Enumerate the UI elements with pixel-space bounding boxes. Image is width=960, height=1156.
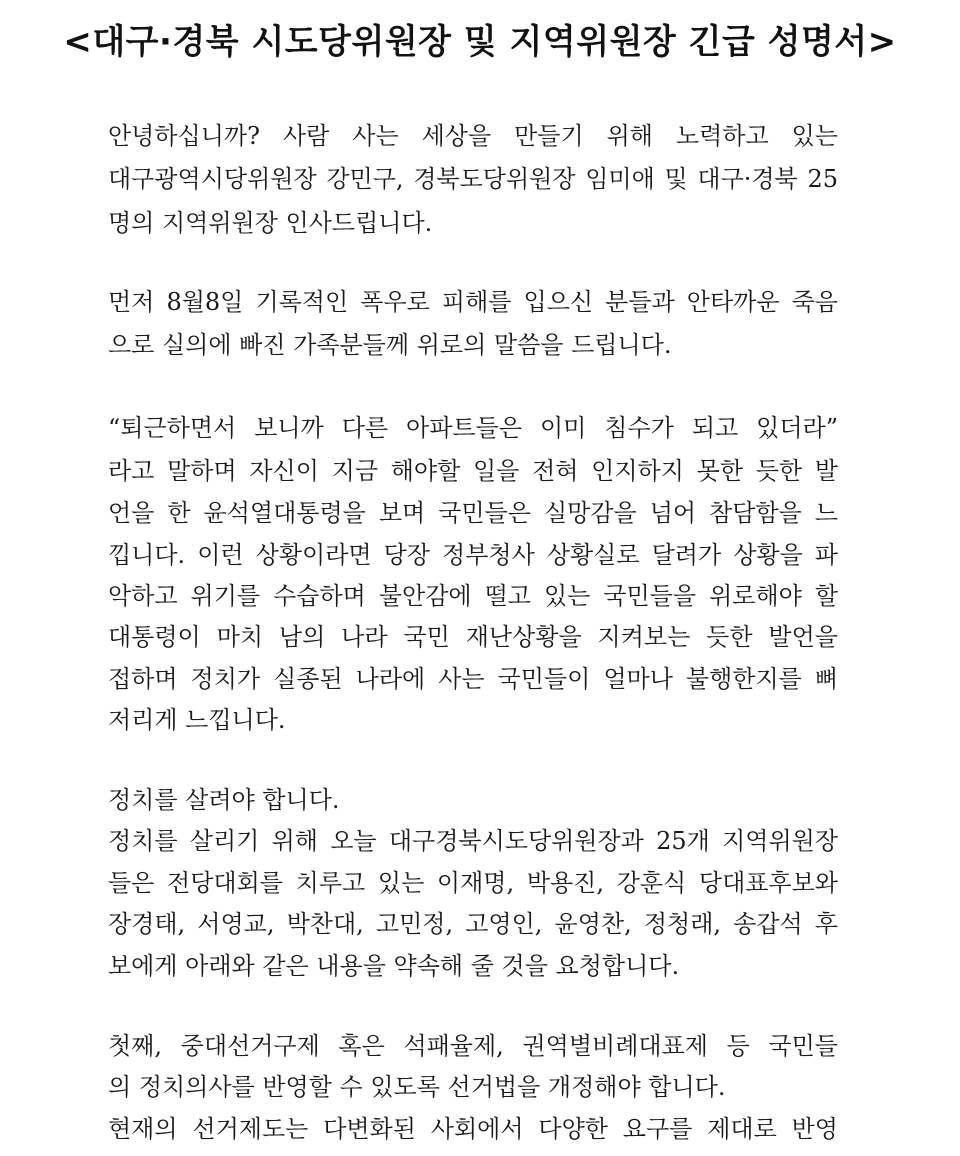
paragraph-4-line-5: 보에게 아래와 같은 내용을 약속해 줄 것을 요청합니다.	[108, 952, 680, 980]
paragraph-3-line-5: 악하고 위기를 수습하며 불안감에 떨고 있는 국민들을 위로해야 할	[108, 582, 838, 610]
paragraph-4-line-2: 정치를 살리기 위해 오늘 대구경북시도당위원장과 25개 지역위원장	[108, 827, 838, 855]
paragraph-5-line-3: 현재의 선거제도는 다변화된 사회에서 다양한 요구를 제대로 반영	[108, 1115, 838, 1143]
paragraph-4-line-3: 들은 전당대회를 치루고 있는 이재명, 박용진, 강훈식 당대표후보와	[108, 869, 838, 897]
paragraph-1-line-3: 명의 지역위원장 인사드립니다.	[108, 209, 433, 237]
paragraph-1-line-2: 대구광역시당위원장 강민구, 경북도당위원장 임미애 및 대구·경북 25	[108, 165, 838, 193]
paragraph-3-line-6: 대통령이 마치 남의 나라 국민 재난상황을 지켜보는 듯한 발언을	[108, 623, 838, 651]
paragraph-5-line-1: 첫째, 중대선거구제 혹은 석패율제, 권역별비례대표제 등 국민들	[108, 1032, 838, 1060]
paragraph-3-line-7: 접하며 정치가 실종된 나라에 사는 국민들이 얼마나 불행한지를 뼈	[108, 665, 838, 693]
paragraph-3-line-1: “퇴근하면서 보니까 다른 아파트들은 이미 침수가 되고 있더라”	[108, 414, 838, 442]
paragraph-3-line-8: 저리게 느낍니다.	[108, 706, 286, 734]
paragraph-4-line-4: 장경태, 서영교, 박찬대, 고민정, 고영인, 윤영찬, 정청래, 송갑석 후	[108, 910, 838, 938]
paragraph-2-line-1: 먼저 8월8일 기록적인 폭우로 피해를 입으신 분들과 안타까운 죽음	[108, 288, 838, 316]
paragraph-1-line-1: 안녕하십니까? 사람 사는 세상을 만들기 위해 노력하고 있는	[108, 122, 838, 150]
paragraph-3-line-3: 언을 한 윤석열대통령을 보며 국민들은 실망감을 넘어 참담함을 느	[108, 499, 838, 527]
paragraph-3-line-4: 낍니다. 이런 상황이라면 당장 정부청사 상황실로 달려가 상황을 파	[108, 541, 838, 569]
paragraph-5-line-2: 의 정치의사를 반영할 수 있도록 선거법을 개정해야 합니다.	[108, 1073, 726, 1101]
paragraph-4-line-1: 정치를 살려야 합니다.	[108, 786, 340, 814]
paragraph-3-line-2: 라고 말하며 자신이 지금 해야할 일을 전혀 인지하지 못한 듯한 발	[108, 457, 838, 485]
document-title: <대구·경북 시도당위원장 및 지역위원장 긴급 성명서>	[63, 22, 897, 62]
paragraph-2-line-2: 으로 실의에 빠진 가족분들께 위로의 말씀을 드립니다.	[108, 331, 672, 359]
